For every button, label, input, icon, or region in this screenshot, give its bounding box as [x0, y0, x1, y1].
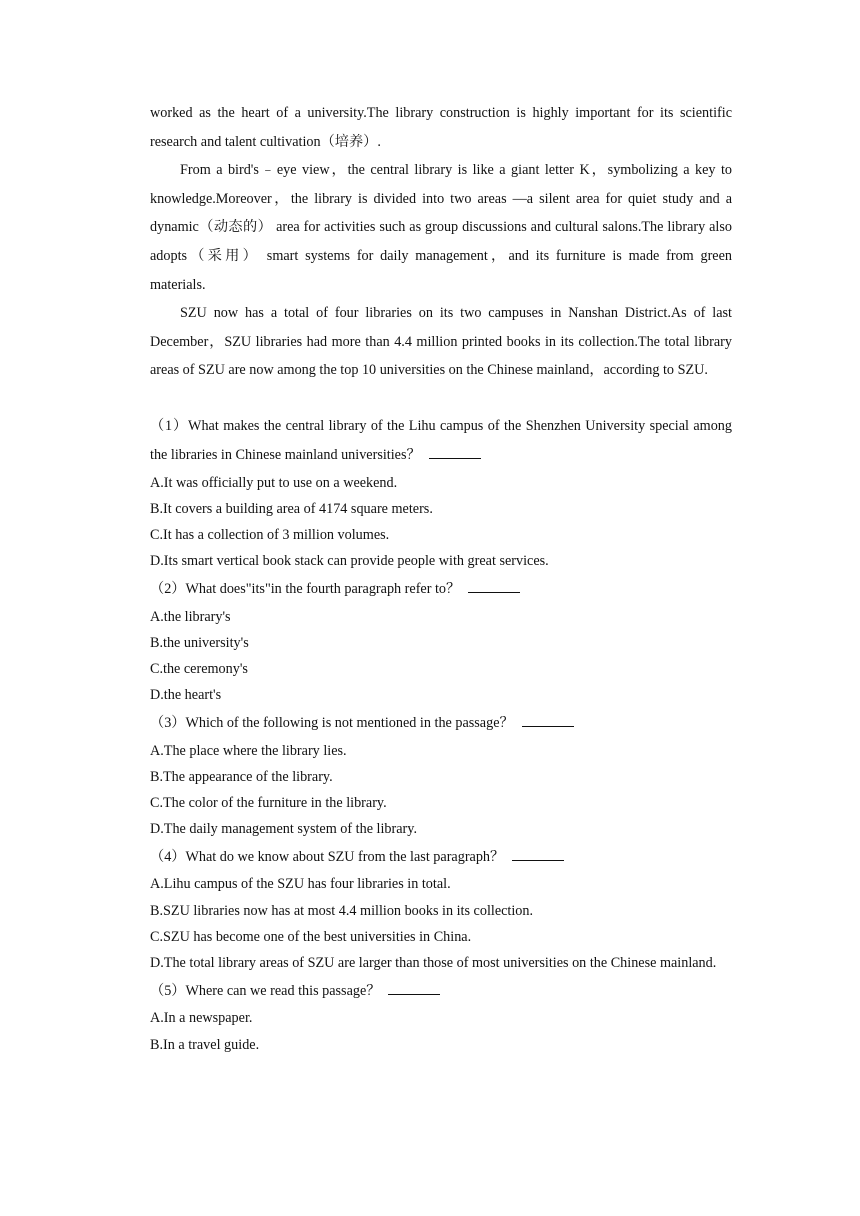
- question-1: [150, 412, 732, 575]
- option-a: A.Lihu campus of the SZU has four libraries in total.: [150, 876, 451, 893]
- answer-blank[interactable]: [468, 580, 520, 593]
- answer-blank[interactable]: [388, 982, 440, 995]
- option-d: D.The daily management system of the library.: [150, 821, 417, 838]
- question-stem-text: （4）What do we know about SZU from the last paragraph？: [150, 848, 505, 865]
- option-b: B.In a travel guide.: [150, 1036, 260, 1053]
- question-stem-text: （2）What does"its"in the fourth paragraph refer to？: [150, 580, 461, 597]
- question-4: [150, 843, 732, 977]
- option-d: D.the heart's: [150, 687, 222, 704]
- option-b: B.It covers a building area of 4174 square meters.: [150, 500, 433, 517]
- option-c: C.SZU has become one of the best universities in China.: [150, 929, 472, 946]
- question-stem: [150, 575, 732, 604]
- question-stem-text: （1）What makes the central library of the Lihu campus of the Shenzhen University special among the libraries in Chinese mainland universities？: [150, 417, 732, 463]
- question-2: [150, 575, 732, 709]
- question-stem: [150, 977, 732, 1006]
- section-gap: [150, 385, 732, 412]
- question-3: [150, 709, 732, 843]
- option-b: B.SZU libraries now has at most 4.4 million books in its collection.: [150, 902, 534, 919]
- option-c: C.The color of the furniture in the library.: [150, 795, 387, 812]
- option-a: A.the library's: [150, 608, 231, 625]
- passage-paragraph-szu: SZU now has a total of four libraries on its two campuses in Nanshan District.As of last December，SZU libraries had more than 4.4 million printed books in its collection.The total library areas of SZU are now among the top 10 universities on the Chinese mainland，according to SZU.: [150, 305, 732, 379]
- answer-blank[interactable]: [429, 446, 481, 459]
- answer-blank[interactable]: [522, 714, 574, 727]
- option-a: A.The place where the library lies.: [150, 742, 347, 759]
- question-stem: [150, 709, 732, 738]
- option-a: A.It was officially put to use on a weekend.: [150, 474, 398, 491]
- option-b: B.the university's: [150, 634, 249, 651]
- question-stem: [150, 843, 732, 872]
- question-5: [150, 977, 732, 1058]
- option-c: C.It has a collection of 3 million volumes.: [150, 527, 390, 544]
- question-stem-text: （3）Which of the following is not mentioned in the passage？: [150, 714, 514, 731]
- question-stem-text: （5）Where can we read this passage？: [150, 982, 381, 999]
- document-page: [150, 99, 732, 1058]
- passage-paragraph-continued: worked as the heart of a university.The library construction is highly important for its scientific research and talent cultivation（培养）.: [150, 105, 732, 150]
- option-d: D.The total library areas of SZU are larger than those of most universities on the Chinese mainland.: [150, 955, 717, 972]
- passage-paragraph-view: From a bird's﹣eye view，the central library is like a giant letter K，symbolizing a key to knowledge.Moreover，the library is divided into two areas —a silent area for quiet study and a dynamic（动态的） area for activities such as group discussions and cultural salons.The library also adopts（采用） smart systems for daily management，and its furniture is made from green materials.: [150, 162, 732, 293]
- option-a: A.In a newspaper.: [150, 1010, 253, 1027]
- question-stem: [150, 412, 732, 470]
- option-b: B.The appearance of the library.: [150, 768, 333, 785]
- option-d: D.Its smart vertical book stack can provide people with great services.: [150, 553, 549, 570]
- answer-blank[interactable]: [512, 848, 564, 861]
- option-c: C.the ceremony's: [150, 661, 248, 678]
